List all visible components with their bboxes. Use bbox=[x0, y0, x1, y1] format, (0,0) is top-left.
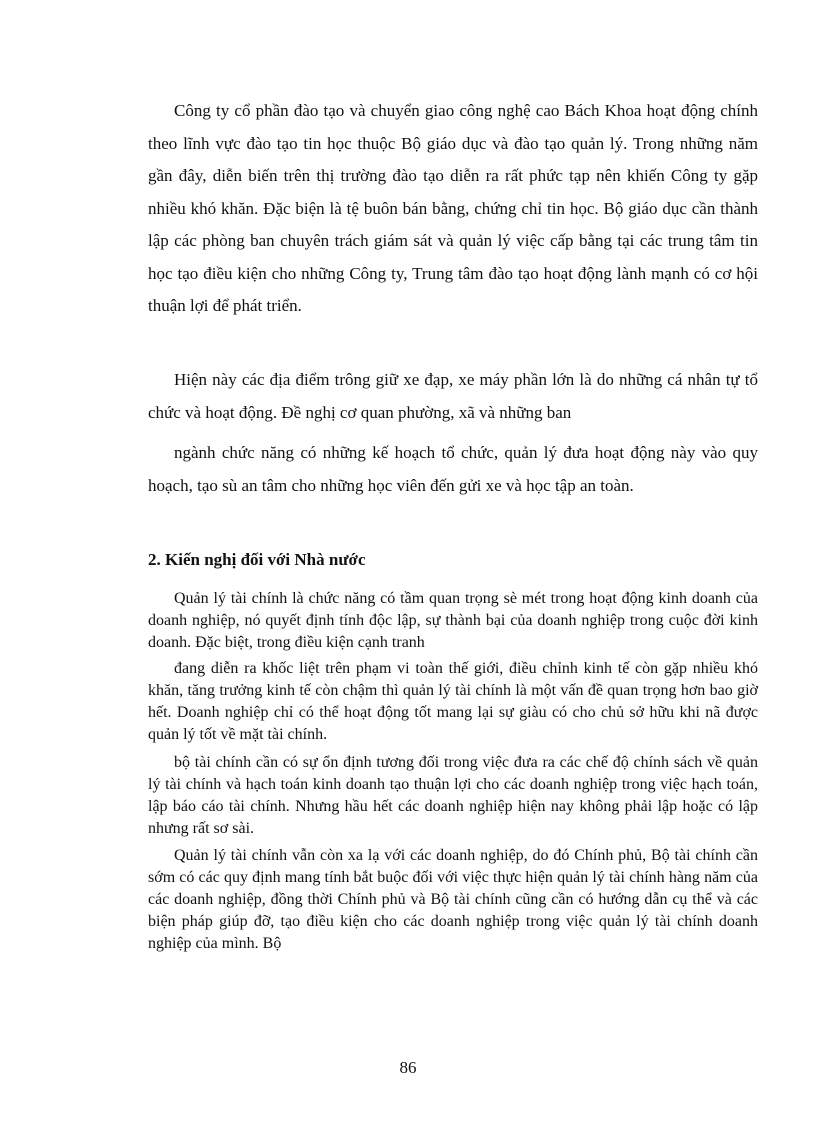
paragraph-3: ngành chức năng có những kế hoạch tổ chức, quản lý đưa hoạt động này vào quy hoạch, tạo sù an tâm cho những học viên đến gửi xe và học tập an toàn. bbox=[148, 443, 758, 495]
paragraph-4: Quản lý tài chính là chức năng có tầm quan trọng sè mét trong hoạt động kinh doanh của doanh nghiệp, nó quyết định tính độc lập, sự thành bại của doanh nghiệp trong cuộc đời kinh doanh. Đặc biệt, trong điều kiện cạnh tranh bbox=[148, 590, 758, 651]
paragraph-6: bộ tài chính cần có sự ổn định tương đối trong việc đưa ra các chế độ chính sách về quản lý tài chính và hạch toán kinh doanh tạo thuận lợi cho các doanh nghiệp trong việc hạch toán, lập báo cáo tài chính. Nhưng hầu hết các doanh nghiệp hiện nay không phải lập hoặc có lập nhưng rất sơ sài. bbox=[148, 754, 758, 837]
paragraph-7: Quản lý tài chính vẫn còn xa lạ với các doanh nghiệp, do đó Chính phủ, Bộ tài chính cần sớm có các quy định mang tính bắt buộc đối với việc thực hiện quản lý tài chính hàng năm của các doanh nghiệp, đồng thời Chính phủ và Bộ tài chính cũng cần có hướng dẫn cụ thể và các biện pháp giúp đỡ, tạo điều kiện cho các doanh nghiệp trong việc quản lý tài chính doanh nghiệp của mình. Bộ bbox=[148, 847, 758, 952]
paragraph-2: Hiện này các địa điểm trông giữ xe đạp, xe máy phần lớn là do những cá nhân tự tổ chức và hoạt động. Đề nghị cơ quan phường, xã và những ban bbox=[148, 370, 758, 422]
paragraph-5: đang diễn ra khốc liệt trên phạm vi toàn thế giới, điều chỉnh kinh tế còn gặp nhiều khó khăn, tăng trưởng kinh tế còn chậm thì quản lý tài chính là một vấn đề quan trọng hơn bao giờ hết. Doanh nghiệp chỉ có thể hoạt động tốt mang lại sự giàu có cho chủ sở hữu khi nã được quản lý tốt về mặt tài chính. bbox=[148, 660, 758, 743]
page-number: 86 bbox=[399, 1058, 417, 1077]
paragraph-1: Công ty cổ phần đào tạo và chuyển giao công nghệ cao Bách Khoa hoạt động chính theo lĩnh vực đào tạo tin học thuộc Bộ giáo dục và đào tạo quản lý. Trong những năm gần đây, diễn biến trên thị trường đào tạo diễn ra rất phức tạp nên khiến Công ty gặp nhiều khó khăn. Đặc biện là tệ buôn bán bằng, chứng chỉ tin học. Bộ giáo dục cần thành lập các phòng ban chuyên trách giám sát và quản lý việc cấp bằng tại các trung tâm tin học tạo điều kiện cho những Công ty, Trung tâm đào tạo hoạt động lành mạnh có cơ hội thuận lợi để phát triển. bbox=[148, 101, 758, 315]
section-heading: 2. Kiến nghị đối với Nhà nước bbox=[148, 550, 366, 569]
